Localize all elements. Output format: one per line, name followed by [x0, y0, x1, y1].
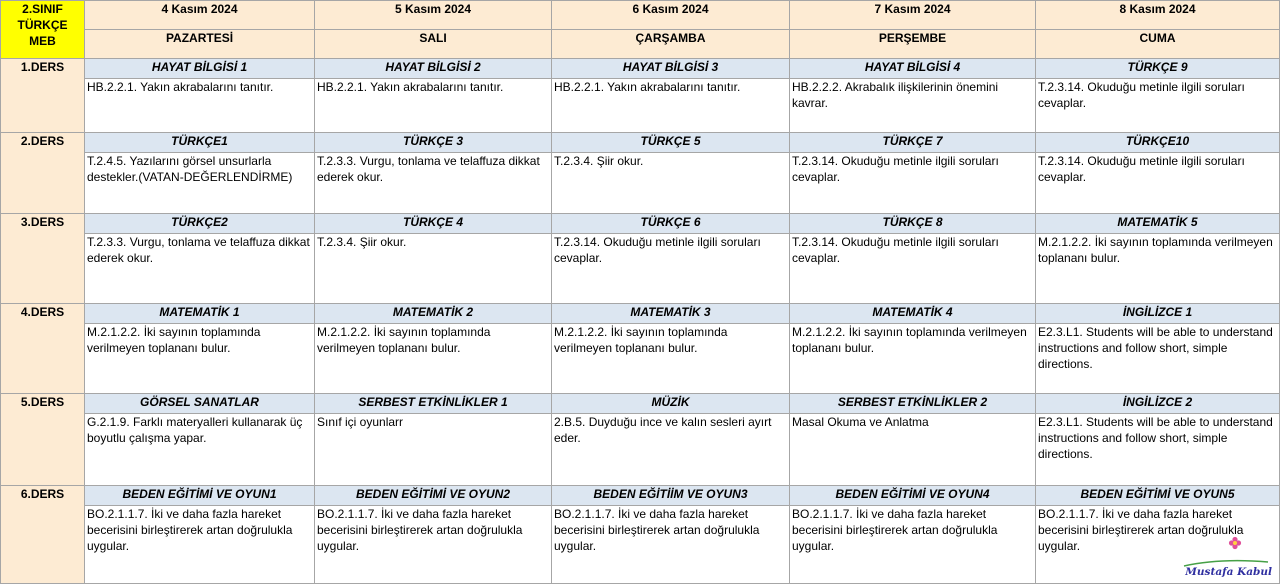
outcome-description: G.2.1.9. Farklı materyalleri kullanarak üç boyutlu çalışma yapar.	[85, 414, 315, 486]
subject-title: HAYAT BİLGİSİ 2	[315, 59, 552, 79]
outcome-description: HB.2.2.1. Yakın akrabalarını tanıtır.	[552, 79, 790, 133]
day-header: CUMA	[1036, 30, 1280, 59]
lesson-description-row	[1, 324, 1280, 394]
outcome-description: T.2.3.14. Okuduğu metinle ilgili soruları cevaplar.	[552, 234, 790, 304]
subject-title: TÜRKÇE1	[85, 133, 315, 153]
subject-title: BEDEN EĞİTİMİ VE OYUN1	[85, 486, 315, 506]
lesson-description-row	[1, 153, 1280, 214]
lesson-description-row	[1, 234, 1280, 304]
date-header: 8 Kasım 2024	[1036, 1, 1280, 30]
class-label-line-3: MEB	[29, 34, 56, 48]
subject-title: TÜRKÇE 4	[315, 214, 552, 234]
subject-title: TÜRKÇE 6	[552, 214, 790, 234]
outcome-description: T.2.3.3. Vurgu, tonlama ve telaffuza dikkat ederek okur.	[85, 234, 315, 304]
lesson-subject-row	[1, 304, 1280, 324]
lesson-subject-row	[1, 133, 1280, 153]
lesson-subject-row	[1, 486, 1280, 506]
subject-title: MATEMATİK 2	[315, 304, 552, 324]
lesson-label: 1.DERS	[1, 59, 85, 133]
outcome-description: M.2.1.2.2. İki sayının toplamında verilmeyen toplananı bulur.	[790, 324, 1036, 394]
author-signature	[1180, 536, 1272, 580]
outcome-description: T.2.3.14. Okuduğu metinle ilgili soruları cevaplar.	[1036, 153, 1280, 214]
outcome-description: T.2.3.3. Vurgu, tonlama ve telaffuza dikkat ederek okur.	[315, 153, 552, 214]
outcome-description: E2.3.L1. Students will be able to understand instructions and follow short, simple directions.	[1036, 324, 1280, 394]
outcome-description: E2.3.L1. Students will be able to understand instructions and follow short, simple directions.	[1036, 414, 1280, 486]
lesson-label: 2.DERS	[1, 133, 85, 214]
day-header: PAZARTESİ	[85, 30, 315, 59]
subject-title: HAYAT BİLGİSİ 3	[552, 59, 790, 79]
outcome-description: 2.B.5. Duyduğu ince ve kalın sesleri ayırt eder.	[552, 414, 790, 486]
outcome-description: Sınıf içi oyunlarr	[315, 414, 552, 486]
date-header: 4 Kasım 2024	[85, 1, 315, 30]
date-header: 6 Kasım 2024	[552, 1, 790, 30]
class-label	[1, 1, 85, 59]
outcome-description: BO.2.1.1.7. İki ve daha fazla hareket becerisini birleştirerek artan doğrulukla uygular.	[1036, 506, 1280, 584]
subject-title: TÜRKÇE 7	[790, 133, 1036, 153]
lesson-description-row	[1, 414, 1280, 486]
outcome-description: T.2.3.14. Okuduğu metinle ilgili soruları cevaplar.	[790, 153, 1036, 214]
subject-title: HAYAT BİLGİSİ 4	[790, 59, 1036, 79]
day-header: PERŞEMBE	[790, 30, 1036, 59]
day-header: ÇARŞAMBA	[552, 30, 790, 59]
lesson-subject-row	[1, 394, 1280, 414]
outcome-description: M.2.1.2.2. İki sayının toplamında verilmeyen toplananı bulur.	[315, 324, 552, 394]
subject-title: HAYAT BİLGİSİ 1	[85, 59, 315, 79]
subject-title: BEDEN EĞİTİMİ VE OYUN4	[790, 486, 1036, 506]
lesson-description-row	[1, 79, 1280, 133]
outcome-description: BO.2.1.1.7. İki ve daha fazla hareket becerisini birleştirerek artan doğrulukla uygular.	[85, 506, 315, 584]
subject-title: TÜRKÇE 3	[315, 133, 552, 153]
class-label-line-2: TÜRKÇE	[17, 18, 68, 32]
date-row	[1, 1, 1280, 30]
subject-title: TÜRKÇE2	[85, 214, 315, 234]
outcome-description: HB.2.2.2. Akrabalık ilişkilerinin önemini kavrar.	[790, 79, 1036, 133]
subject-title: MÜZİK	[552, 394, 790, 414]
subject-title: MATEMATİK 4	[790, 304, 1036, 324]
subject-title: TÜRKÇE 8	[790, 214, 1036, 234]
outcome-description: BO.2.1.1.7. İki ve daha fazla hareket becerisini birleştirerek artan doğrulukla uygular.	[315, 506, 552, 584]
outcome-description: T.2.3.4. Şiir okur.	[552, 153, 790, 214]
lesson-label: 6.DERS	[1, 486, 85, 584]
subject-title: İNGİLİZCE 2	[1036, 394, 1280, 414]
date-header: 7 Kasım 2024	[790, 1, 1036, 30]
subject-title: MATEMATİK 3	[552, 304, 790, 324]
subject-title: TÜRKÇE10	[1036, 133, 1280, 153]
outcome-description: HB.2.2.1. Yakın akrabalarını tanıtır.	[315, 79, 552, 133]
outcome-description: HB.2.2.1. Yakın akrabalarını tanıtır.	[85, 79, 315, 133]
signature-text: Mustafa Kabul	[1185, 566, 1272, 578]
lesson-description-row	[1, 506, 1280, 584]
subject-title: MATEMATİK 1	[85, 304, 315, 324]
subject-title: BEDEN EĞİTİMİ VE OYUN2	[315, 486, 552, 506]
outcome-description: BO.2.1.1.7. İki ve daha fazla hareket becerisini birleştirerek artan doğrulukla uygular.	[552, 506, 790, 584]
day-header: SALI	[315, 30, 552, 59]
outcome-description: T.2.3.14. Okuduğu metinle ilgili soruları cevaplar.	[790, 234, 1036, 304]
subject-title: SERBEST ETKİNLİKLER 2	[790, 394, 1036, 414]
subject-title: GÖRSEL SANATLAR	[85, 394, 315, 414]
subject-title: İNGİLİZCE 1	[1036, 304, 1280, 324]
outcome-description: T.2.3.14. Okuduğu metinle ilgili soruları cevaplar.	[1036, 79, 1280, 133]
subject-title: TÜRKÇE 5	[552, 133, 790, 153]
subject-title: MATEMATİK 5	[1036, 214, 1280, 234]
subject-title: BEDEN EĞİTİMİ VE OYUN5	[1036, 486, 1280, 506]
outcome-description: M.2.1.2.2. İki sayının toplamında verilmeyen toplananı bulur.	[85, 324, 315, 394]
outcome-description: M.2.1.2.2. İki sayının toplamında verilmeyen toplananı bulur.	[1036, 234, 1280, 304]
lesson-label: 5.DERS	[1, 394, 85, 486]
class-label-line-1: 2.SINIF	[22, 2, 63, 16]
lesson-label: 4.DERS	[1, 304, 85, 394]
outcome-description: T.2.3.4. Şiir okur.	[315, 234, 552, 304]
outcome-description: M.2.1.2.2. İki sayının toplamında verilmeyen toplananı bulur.	[552, 324, 790, 394]
day-row	[1, 30, 1280, 59]
lesson-subject-row	[1, 214, 1280, 234]
subject-title: SERBEST ETKİNLİKLER 1	[315, 394, 552, 414]
lesson-label: 3.DERS	[1, 214, 85, 304]
subject-title: BEDEN EĞİTİİM VE OYUN3	[552, 486, 790, 506]
outcome-description: Masal Okuma ve Anlatma	[790, 414, 1036, 486]
date-header: 5 Kasım 2024	[315, 1, 552, 30]
subject-title: TÜRKÇE 9	[1036, 59, 1280, 79]
outcome-description: T.2.4.5. Yazılarını görsel unsurlarla destekler.(VATAN-DEĞERLENDİRME)	[85, 153, 315, 214]
outcome-description: BO.2.1.1.7. İki ve daha fazla hareket becerisini birleştirerek artan doğrulukla uygular.	[790, 506, 1036, 584]
lesson-subject-row	[1, 59, 1280, 79]
